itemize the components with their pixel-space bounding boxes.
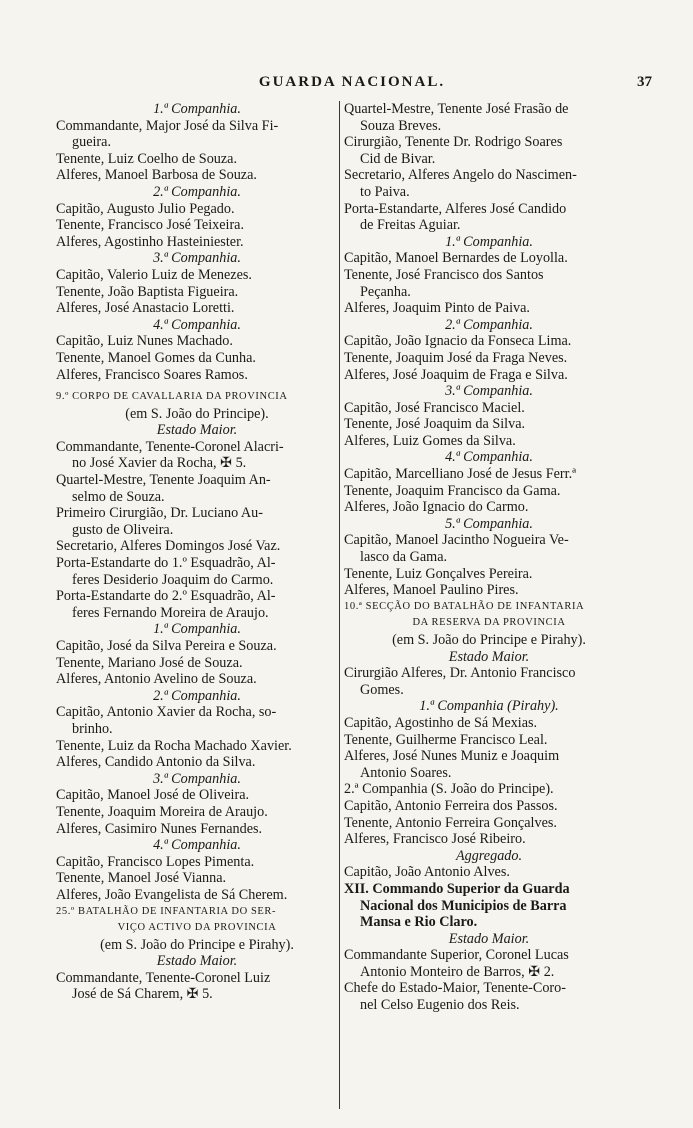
line-text: Secretario, Alferes Domingos José Vaz.	[56, 538, 281, 555]
column-divider	[339, 101, 340, 1109]
right-text-line	[344, 898, 634, 915]
right-heading-line	[344, 931, 634, 948]
right-text-line	[344, 333, 634, 350]
line-text: 2.ª Companhia.	[153, 183, 241, 200]
left-text-line	[56, 350, 338, 367]
line-text: Cid de Bivar.	[360, 150, 436, 167]
right-heading-line	[344, 649, 634, 666]
line-text: Capitão, Manoel José de Oliveira.	[56, 787, 250, 804]
line-text: Secretario, Alferes Angelo do Nascimen-	[344, 167, 577, 184]
left-heading-line	[56, 771, 338, 788]
left-text-line	[56, 655, 338, 672]
line-text: Alferes, Manoel Paulino Pires.	[344, 582, 519, 599]
left-heading-line	[56, 317, 338, 334]
line-text: Commandante, Tenente-Coronel Luiz	[56, 969, 271, 986]
right-text-line	[344, 118, 634, 135]
left-heading-line	[56, 904, 338, 921]
line-text: 1.ª Companhia.	[153, 101, 241, 117]
right-heading-line	[344, 317, 634, 334]
left-text-line	[56, 804, 338, 821]
left-text-line	[56, 754, 338, 771]
left-text-line	[56, 588, 338, 605]
left-text-line	[56, 118, 338, 135]
left-text-line	[56, 870, 338, 887]
line-text: Cirurgião, Tenente Dr. Rodrigo Soares	[344, 134, 563, 151]
line-text: Porta-Estandarte, Alferes José Candido	[344, 200, 567, 217]
line-text: Tenente, Manoel José Vianna.	[56, 870, 227, 887]
left-text-line	[56, 572, 338, 589]
right-text-line	[344, 367, 634, 384]
right-text-line	[344, 682, 634, 699]
left-text-line	[56, 738, 338, 755]
right-text-line	[344, 980, 634, 997]
page-title: GUARDA NACIONAL.	[258, 74, 446, 90]
right-text-line	[344, 798, 634, 815]
line-text: Tenente, João Baptista Figueira.	[56, 283, 239, 300]
left-text-line	[56, 721, 338, 738]
left-heading-line	[56, 422, 338, 439]
right-text-line	[344, 400, 634, 417]
right-heading-line	[344, 615, 634, 632]
line-text: Tenente, Joaquim Moreira de Araujo.	[56, 803, 268, 820]
right-heading-line	[344, 698, 634, 715]
line-text: 3.ª Companhia.	[153, 770, 241, 787]
line-text: 3.ª Companhia.	[445, 383, 533, 400]
right-text-line	[344, 715, 634, 732]
right-heading-line	[344, 449, 634, 466]
left-text-line	[56, 439, 338, 456]
right-text-line	[344, 831, 634, 848]
left-text-line	[56, 787, 338, 804]
line-text: Alferes, Candido Antonio da Silva.	[56, 754, 256, 771]
line-text: Alferes, Joaquim Pinto de Paiva.	[344, 300, 530, 317]
line-text: lasco da Gama.	[360, 549, 448, 566]
line-text: Capitão, João Antonio Alves.	[344, 864, 510, 881]
line-text: Antonio Soares.	[360, 764, 452, 781]
line-text: Estado Maior.	[448, 648, 530, 665]
line-text: 5.ª Companhia.	[445, 515, 533, 532]
line-text: Alferes, Manoel Barbosa de Souza.	[56, 167, 257, 184]
line-text: Tenente, José Francisco dos Santos	[344, 266, 544, 283]
left-text-line	[56, 522, 338, 539]
line-text: feres Desiderio Joaquim do Carmo.	[72, 571, 274, 588]
right-text-line	[344, 250, 634, 267]
line-text: Estado Maior.	[156, 422, 238, 439]
line-text: Alferes, João Evangelista de Sá Cherem.	[56, 886, 288, 903]
right-text-line	[344, 217, 634, 234]
line-text: Alferes, José Anastacio Loretti.	[56, 300, 235, 317]
line-text: Tenente, Francisco José Teixeira.	[56, 217, 245, 234]
right-text-line	[344, 483, 634, 500]
line-text: Chefe do Estado-Maior, Tenente-Coro-	[344, 980, 566, 997]
line-text: 2.ª Companhia (S. João do Principe).	[344, 781, 554, 798]
left-text-line	[56, 267, 338, 284]
right-text-line	[344, 532, 634, 549]
left-text-line	[56, 671, 338, 688]
left-text-line	[56, 821, 338, 838]
left-text-line	[56, 704, 338, 721]
left-text-line	[56, 638, 338, 655]
right-text-line	[344, 549, 634, 566]
line-text: Estado Maior.	[156, 953, 238, 970]
line-text: 2.ª Companhia.	[153, 687, 241, 704]
line-text: Tenente, Manoel Gomes da Cunha.	[56, 349, 256, 366]
line-text: 25.º BATALHÃO DE INFANTARIA DO SER-	[56, 905, 277, 917]
line-text: Capitão, João Ignacio da Fonseca Lima.	[344, 333, 572, 350]
right-text-line	[344, 101, 634, 118]
line-text: Peçanha.	[360, 283, 411, 300]
line-text: Capitão, Luiz Nunes Machado.	[56, 333, 233, 350]
right-column	[344, 101, 634, 1014]
line-text: Tenente, Guilherme Francisco Leal.	[344, 731, 548, 748]
left-text-line	[56, 167, 338, 184]
line-text: Tenente, Luiz Gonçalves Pereira.	[344, 565, 533, 582]
line-text: DA RESERVA DA PROVINCIA	[412, 617, 566, 629]
line-text: Mansa e Rio Claro.	[360, 914, 478, 931]
right-text-line	[344, 566, 634, 583]
line-text: 2.ª Companhia.	[445, 316, 533, 333]
line-text: 4.ª Companhia.	[153, 837, 241, 854]
right-text-line	[344, 964, 634, 981]
left-heading-line	[56, 184, 338, 201]
line-text: Nacional dos Municipios de Barra	[360, 897, 567, 914]
line-text: Capitão, Marcelliano José de Jesus Ferr.ª	[344, 466, 577, 483]
line-text: 3.ª Companhia.	[153, 250, 241, 267]
line-text: Commandante, Major José da Silva Fi-	[56, 117, 279, 134]
line-text: gusto de Oliveira.	[72, 521, 174, 538]
line-text: Alferes, Luiz Gomes da Silva.	[344, 432, 516, 449]
right-text-line	[344, 748, 634, 765]
left-heading-line	[56, 837, 338, 854]
line-text: Capitão, Valerio Luiz de Menezes.	[56, 266, 252, 283]
line-text: Alferes, João Ignacio do Carmo.	[344, 499, 529, 516]
line-text: de Freitas Aguiar.	[360, 217, 461, 234]
line-text: 4.ª Companhia.	[445, 449, 533, 466]
line-text: Capitão, Augusto Julio Pegado.	[56, 200, 235, 217]
line-text: Commandante Superior, Coronel Lucas	[344, 947, 569, 964]
line-text: Gomes.	[360, 681, 404, 698]
line-text: Quartel-Mestre, Tenente José Frasão de	[344, 101, 569, 117]
line-text: brinho.	[72, 720, 113, 737]
line-text: Estado Maior.	[448, 930, 530, 947]
line-text: (em S. João do Principe).	[125, 405, 269, 422]
line-text: Commandante, Tenente-Coronel Alacri-	[56, 438, 284, 455]
line-text: Capitão, José Francisco Maciel.	[344, 399, 525, 416]
line-text: 4.ª Companhia.	[153, 316, 241, 333]
left-heading-line	[56, 101, 338, 118]
left-heading-line	[56, 389, 338, 406]
right-text-line	[344, 947, 634, 964]
right-heading-line	[344, 848, 634, 865]
right-text-line	[344, 582, 634, 599]
left-text-line	[56, 300, 338, 317]
line-text: (em S. João do Principe e Pirahy).	[100, 936, 294, 953]
right-text-line	[344, 350, 634, 367]
right-text-line	[344, 914, 634, 931]
right-heading-line	[344, 516, 634, 533]
left-text-line	[56, 333, 338, 350]
left-text-line	[56, 472, 338, 489]
line-text: XII. Commando Superior da Guarda	[344, 880, 570, 897]
right-text-line	[344, 466, 634, 483]
left-text-line	[56, 986, 338, 1003]
left-text-line	[56, 367, 338, 384]
line-text: selmo de Souza.	[72, 488, 165, 505]
line-text: Souza Breves.	[360, 117, 442, 134]
right-text-line	[344, 267, 634, 284]
line-text: 1.ª Companhia (Pirahy).	[419, 698, 559, 715]
right-text-line	[344, 184, 634, 201]
left-text-line	[56, 151, 338, 168]
right-text-line	[344, 300, 634, 317]
left-text-line	[56, 854, 338, 871]
line-text: Tenente, Antonio Ferreira Gonçalves.	[344, 814, 557, 831]
right-text-line	[344, 134, 634, 151]
right-text-line	[344, 167, 634, 184]
left-heading-line	[56, 250, 338, 267]
line-text: (em S. João do Principe e Pirahy).	[392, 632, 586, 648]
left-text-line	[56, 970, 338, 987]
line-text: Tenente, Joaquim José da Fraga Neves.	[344, 349, 568, 366]
right-text-line	[344, 765, 634, 782]
line-text: Capitão, Agostinho de Sá Mexias.	[344, 714, 538, 731]
line-text: Capitão, Antonio Xavier da Rocha, so-	[56, 704, 277, 721]
line-text: Capitão, Antonio Ferreira dos Passos.	[344, 797, 558, 814]
left-text-line	[56, 284, 338, 301]
left-text-line	[56, 505, 338, 522]
left-heading-line	[56, 920, 338, 937]
line-text: nel Celso Eugenio dos Reis.	[360, 997, 520, 1014]
line-text: Capitão, Manoel Jacintho Nogueira Ve-	[344, 532, 569, 549]
line-text: Alferes, Casimiro Nunes Fernandes.	[56, 820, 263, 837]
left-text-line	[56, 555, 338, 572]
right-text-line	[344, 201, 634, 218]
line-text: Alferes, Francisco Soares Ramos.	[56, 366, 248, 383]
left-heading-line	[56, 688, 338, 705]
line-text: 10.ª SECÇÃO DO BATALHÃO DE INFANTARIA	[344, 600, 585, 612]
right-text-line	[344, 632, 634, 649]
left-text-line	[56, 406, 338, 423]
left-text-line	[56, 887, 338, 904]
line-text: VIÇO ACTIVO DA PROVINCIA	[117, 922, 277, 934]
line-text: Tenente, Mariano José de Souza.	[56, 654, 243, 671]
left-text-line	[56, 201, 338, 218]
running-header	[52, 74, 652, 96]
line-text: feres Fernando Moreira de Araujo.	[72, 604, 269, 621]
right-text-line	[344, 881, 634, 898]
right-heading-line	[344, 234, 634, 251]
right-text-line	[344, 781, 634, 798]
left-column	[56, 101, 338, 1003]
page-number: 37	[637, 74, 652, 90]
left-text-line	[56, 489, 338, 506]
right-text-line	[344, 499, 634, 516]
right-heading-line	[344, 599, 634, 616]
line-text: Alferes, José Joaquim de Fraga e Silva.	[344, 366, 568, 383]
line-text: Alferes, José Nunes Muniz e Joaquim	[344, 748, 560, 765]
line-text: Alferes, Francisco José Ribeiro.	[344, 831, 526, 848]
left-text-line	[56, 455, 338, 472]
left-text-line	[56, 234, 338, 251]
left-text-line	[56, 605, 338, 622]
line-text: Tenente, Luiz da Rocha Machado Xavier.	[56, 737, 292, 754]
left-text-line	[56, 134, 338, 151]
line-text: Porta-Estandarte do 2.º Esquadrão, Al-	[56, 588, 276, 605]
line-text: Alferes, Antonio Avelino de Souza.	[56, 671, 257, 688]
right-text-line	[344, 997, 634, 1014]
line-text: no José Xavier da Rocha, ✠ 5.	[72, 455, 247, 472]
left-heading-line	[56, 621, 338, 638]
right-heading-line	[344, 383, 634, 400]
left-text-line	[56, 217, 338, 234]
right-text-line	[344, 284, 634, 301]
line-text: Aggregado.	[455, 847, 523, 864]
line-text: to Paiva.	[360, 183, 410, 200]
line-text: Tenente, José Joaquim da Silva.	[344, 416, 526, 433]
line-text: 1.ª Companhia.	[445, 233, 533, 250]
right-text-line	[344, 665, 634, 682]
right-text-line	[344, 151, 634, 168]
line-text: Tenente, Joaquim Francisco da Gama.	[344, 482, 561, 499]
right-text-line	[344, 416, 634, 433]
line-text: Capitão, Francisco Lopes Pimenta.	[56, 853, 255, 870]
left-heading-line	[56, 953, 338, 970]
right-text-line	[344, 864, 634, 881]
right-text-line	[344, 815, 634, 832]
line-text: Alferes, Agostinho Hasteiniester.	[56, 233, 244, 250]
line-text: Antonio Monteiro de Barros, ✠ 2.	[360, 963, 555, 980]
right-text-line	[344, 433, 634, 450]
left-text-line	[56, 538, 338, 555]
line-text: 1.ª Companhia.	[153, 621, 241, 638]
line-text: Porta-Estandarte do 1.º Esquadrão, Al-	[56, 555, 276, 572]
line-text: Cirurgião Alferes, Dr. Antonio Francisco	[344, 665, 576, 682]
line-text: Capitão, José da Silva Pereira e Souza.	[56, 638, 277, 654]
right-text-line	[344, 732, 634, 749]
line-text: gueira.	[72, 134, 111, 151]
line-text: 9.º CORPO DE CAVALLARIA DA PROVINCIA	[56, 391, 288, 403]
line-text: José de Sá Charem, ✠ 5.	[72, 986, 213, 1003]
left-text-line	[56, 937, 338, 954]
line-text: Capitão, Manoel Bernardes de Loyolla.	[344, 250, 568, 267]
line-text: Quartel-Mestre, Tenente Joaquim An-	[56, 472, 271, 489]
line-text: Tenente, Luiz Coelho de Souza.	[56, 150, 238, 167]
line-text: Primeiro Cirurgião, Dr. Luciano Au-	[56, 505, 263, 522]
